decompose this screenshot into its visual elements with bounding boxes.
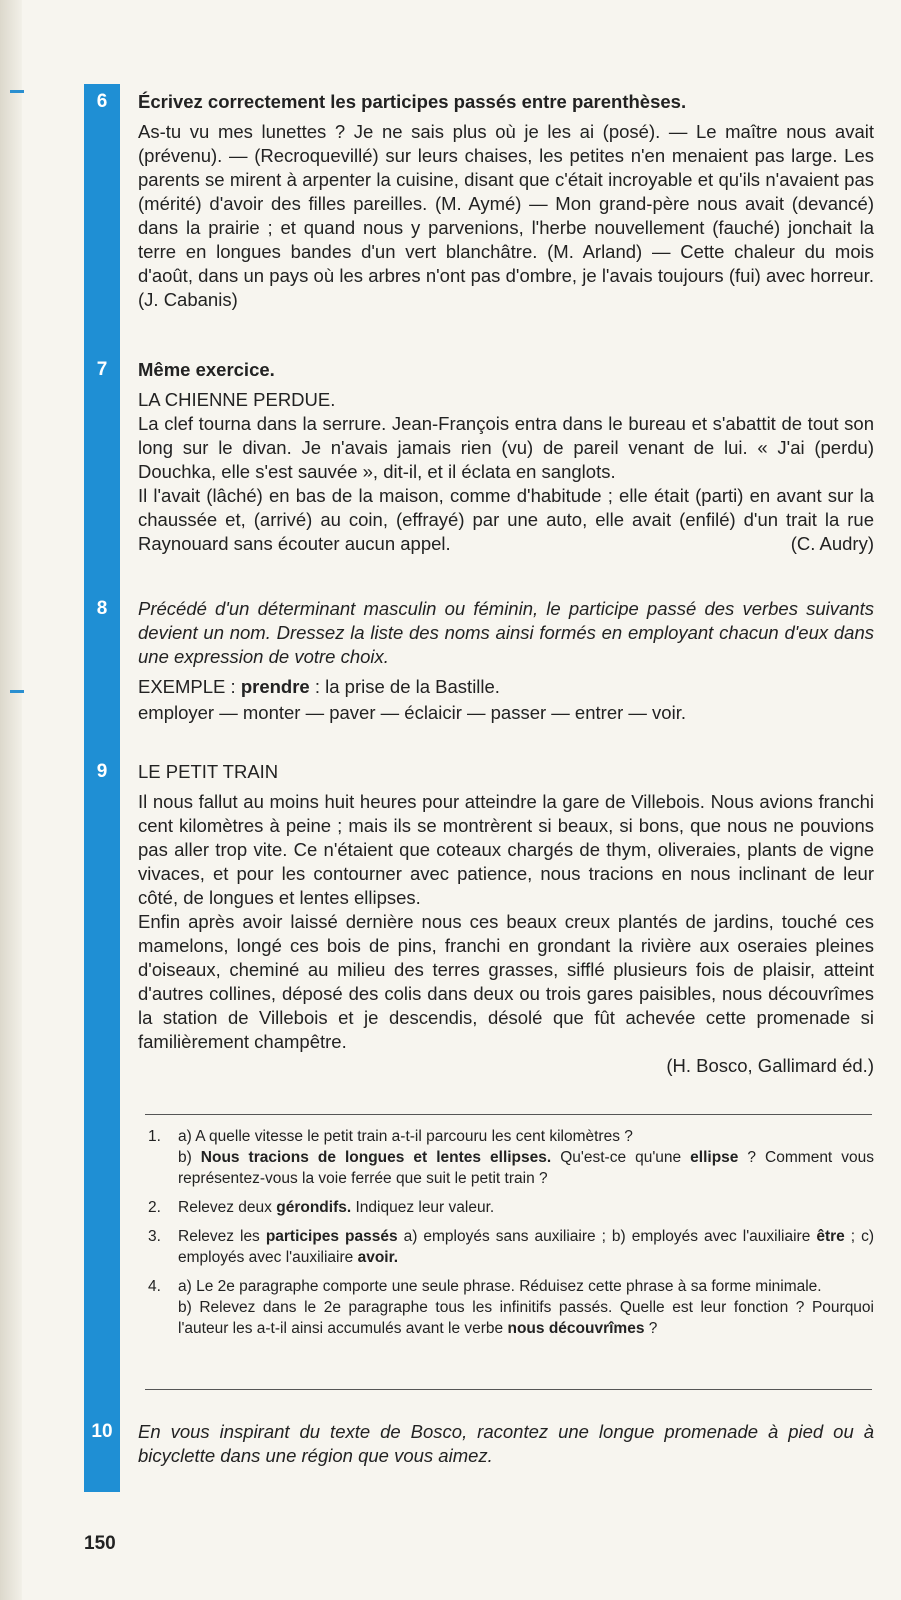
text-paragraph: Enfin après avoir laissé dernière nous ces beaux creux plantés de jardins, touché ces mamelons, longé ces bois de pins, franchi en grondant la rivière aux oseraies pleines d'oiseaux, cheminé au milieu des terres grasses, sifflé plusieurs fois de plaisir, atteint d'autres collines, déposé des colis dans deux ou trois gares paisibles, nous découvrîmes la station de Villebois et je descendis, désolé que fût achevée cette promenade si familièrement champêtre. — [138, 911, 874, 1052]
exercise-heading: Écrivez correctement les participes passés entre parenthèses. — [138, 91, 687, 112]
questions — [148, 1126, 874, 1347]
exercise-10 — [138, 1420, 874, 1468]
exercise-7 — [138, 358, 874, 556]
margin-mark — [10, 690, 24, 693]
exercise-number-bar — [84, 84, 120, 1492]
text-title: LA CHIENNE PERDUE. — [138, 389, 336, 410]
exercise-9 — [138, 760, 874, 1078]
divider — [145, 1389, 872, 1390]
text-source: (C. Audry) — [790, 533, 874, 554]
example-line: EXEMPLE : prendre : la prise de la Bastille. — [138, 676, 500, 697]
exercise-number: 7 — [96, 359, 108, 380]
exercise-6 — [138, 90, 874, 312]
exercise-heading: Même exercice. — [138, 359, 275, 380]
text-paragraph: Il l'avait (lâché) en bas de la maison, comme d'habitude ; elle était (parti) en avant sur la chaussée et, (arrivé) au coin, (effrayé) par une auto, elle avait (enfilé) d'un trait la rue Raynouard sans écouter aucun appel. (C. Audry) — [138, 485, 874, 554]
text-paragraph: La clef tourna dans la serrure. Jean-François entra dans le bureau et s'abattit de tout son long sur le divan. Je n'avais jamais rien (vu) de pareil venant de lui. « J'ai (perdu) Douchka, elle s'est sauvée », dit-il, et il éclata en sanglots. — [138, 413, 874, 482]
exercise-number: 8 — [96, 598, 108, 619]
verb-list: employer — monter — paver — éclaicir — passer — entrer — voir. — [138, 702, 686, 723]
text-source: (H. Bosco, Gallimard éd.) — [666, 1055, 874, 1076]
text-title: LE PETIT TRAIN — [138, 761, 279, 782]
margin-mark — [10, 90, 24, 93]
page-binding-edge — [0, 0, 22, 1600]
exercise-number: 6 — [96, 91, 108, 112]
exercise-number: 9 — [96, 761, 108, 782]
question-2: 2. Relevez deux gérondifs. Indiquez leur valeur. — [148, 1199, 495, 1216]
exercise-text: As-tu vu mes lunettes ? Je ne sais plus où je les ai (posé). — Le maître nous avait (prévenu). — (Recroquevillé) sur leurs chaises, les petites n'en menaient pas large. Les parents se mirent à arpenter la cuisine, disant que c'était incroyable et qu'ils n'avaient pas (mérité) d'avoir des filles pareilles. (M. Aymé) — Mon grand-père nous avait (devancé) dans la prairie ; et quand nous y parvenions, l'herbe nouvellement (fauché) jonchait la terre en longues bandes d'un vert blanchâtre. (M. Arland) — Cette chaleur du mois d'août, dans un pays où les arbres n'ont pas d'ombre, je l'avais toujours (fui) avec horreur. (J. Cabanis) — [138, 121, 874, 310]
text-paragraph: Il nous fallut au moins huit heures pour atteindre la gare de Villebois. Nous avions franchi cent kilomètres à peine ; mais ils se montrèrent si beaux, si bons, que nous ne pouvions pas aller trop vite. Ce n'étaient que coteaux chargés de thym, oliveraies, plants de vigne vivaces, et pour les contourner avec patience, nous tracions en nous inclinant de leur côté, de longues et lentes ellipses. — [138, 791, 874, 908]
divider — [145, 1114, 872, 1115]
question-1: 1. a) A quelle vitesse le petit train a-t-il parcouru les cent kilomètres ? b) Nous tracions de longues et lentes ellipses. Qu'est-ce qu'une ellipse ? Comment vous représentez-vous la voie ferrée que suit le petit train ? — [148, 1128, 874, 1187]
exercise-instruction: En vous inspirant du texte de Bosco, racontez une longue promenade à pied ou à bicyclette dans une région que vous aimez. — [138, 1421, 874, 1466]
page-number: 150 — [84, 1533, 116, 1554]
exercise-8 — [138, 597, 874, 725]
exercise-number: 10 — [91, 1421, 113, 1442]
question-3: 3. Relevez les participes passés a) employés sans auxiliaire ; b) employés avec l'auxiliaire être ; c) employés avec l'auxiliaire avoir. — [148, 1228, 874, 1266]
question-4: 4. a) Le 2e paragraphe comporte une seule phrase. Réduisez cette phrase à sa forme minimale. b) Relevez dans le 2e paragraphe tous les infinitifs passés. Quelle est leur fonction ? Pourquoi l'auteur les a-t-il ainsi accumulés avant le verbe nous découvrîmes ? — [148, 1278, 874, 1337]
exercise-instruction: Précédé d'un déterminant masculin ou féminin, le participe passé des verbes suivants devient un nom. Dressez la liste des noms ainsi formés en employant chacun d'eux dans une expression de votre choix. — [138, 598, 874, 667]
